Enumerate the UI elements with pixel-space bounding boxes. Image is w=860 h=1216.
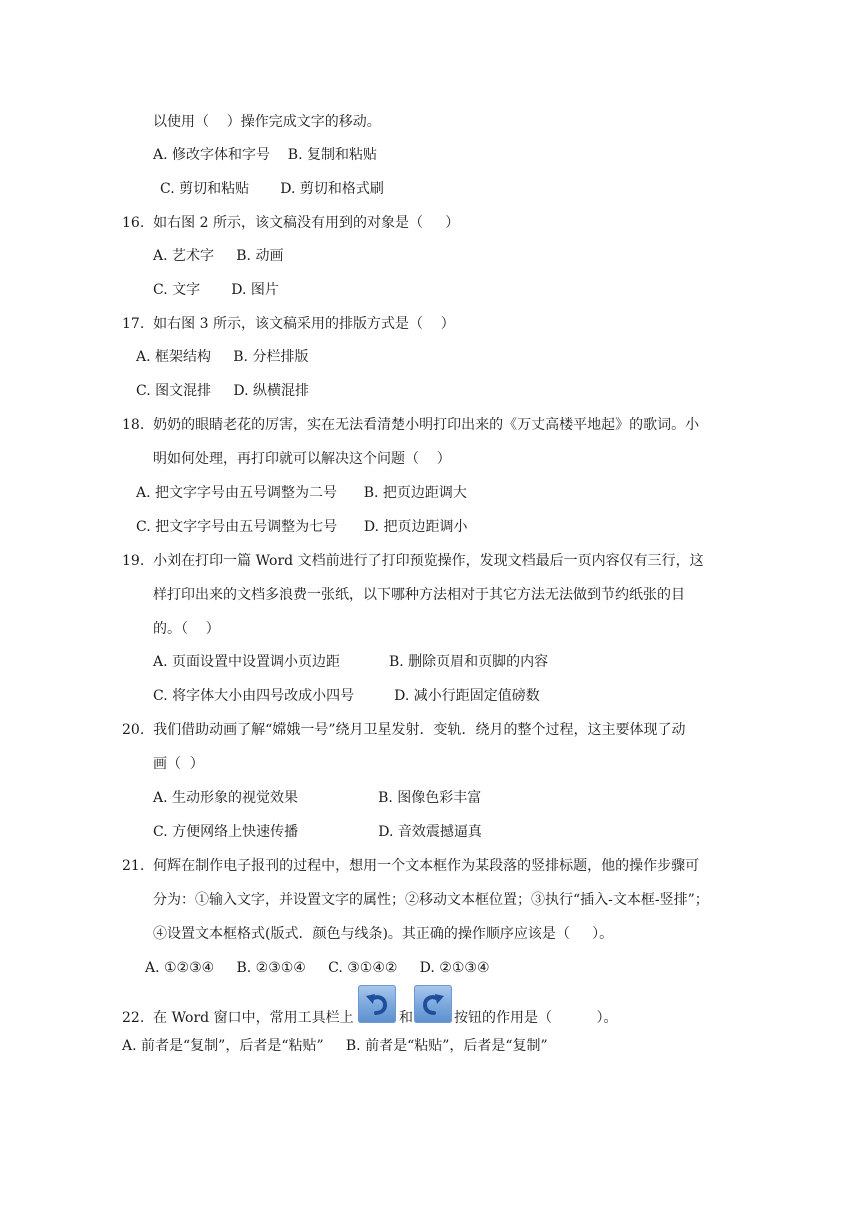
question-18: 18. 奶奶的眼睛老花的厉害，实在无法看清楚小明打印出来的《万丈高楼平地起》的歌词。小 — [122, 417, 700, 433]
text-line: 分为：①输入文字，并设置文字的属性；②移动文本框位置；③执行“插入-文本框-竖排”； — [153, 892, 709, 908]
option-line: A. 页面设置中设置调小页边距 B. 删除页眉和页脚的内容 — [153, 654, 549, 670]
question-21: 21. 何辉在制作电子报刊的过程中，想用一个文本框作为某段落的竖排标题，他的操作步骤可 — [122, 858, 700, 874]
option-line: A. 把文字字号由五号调整为二号 B. 把页边距调大 — [136, 485, 467, 501]
option-line: A. 框架结构 B. 分栏排版 — [136, 349, 309, 365]
question-19: 19. 小刘在打印一篇 Word 文档前进行了打印预览操作，发现文档最后一页内容仅有三行，这 — [122, 553, 704, 569]
option-line: A. ①②③④ B. ②③①④ C. ③①④② D. ②①③④ — [145, 960, 490, 976]
text-line: 画（ ） — [153, 756, 204, 772]
option-line: C. 把文字字号由五号调整为七号 D. 把页边距调小 — [136, 519, 468, 535]
option-line: A. 前者是“复制”，后者是“粘贴” B. 前者是“粘贴”，后者是“复制” — [122, 1038, 548, 1054]
question-17: 17. 如右图 3 所示，该文稿采用的排版方式是（ ） — [122, 316, 455, 332]
text-line: 的。（ ） — [153, 621, 220, 637]
option-line: C. 图文混排 D. 纵横混排 — [136, 383, 309, 399]
question-20: 20. 我们借助动画了解“嫦娥一号”绕月卫星发射．变轨．绕月的整个过程，这主要体现了动 — [122, 722, 686, 738]
option-line: A. 修改字体和字号 B. 复制和粘贴 — [153, 147, 377, 163]
question-22-prefix: 22. 在 Word 窗口中，常用工具栏上 — [122, 1010, 354, 1026]
text-line: 样打印出来的文档多浪费一张纸，以下哪种方法相对于其它方法无法做到节约纸张的目 — [153, 587, 685, 603]
option-line: A. 生动形象的视觉效果 B. 图像色彩丰富 — [153, 790, 482, 806]
option-line: C. 剪切和粘贴 D. 剪切和格式刷 — [160, 181, 384, 197]
question-16: 16. 如右图 2 所示，该文稿没有用到的对象是（ ） — [122, 215, 460, 231]
option-line: A. 艺术字 B. 动画 — [153, 248, 284, 264]
redo-icon — [414, 985, 452, 1023]
text-line: 以使用（ ）操作完成文字的移动。 — [153, 114, 381, 130]
question-22-suffix: 按钮的作用是（ ）。 — [454, 1010, 618, 1026]
undo-icon — [358, 985, 396, 1023]
option-line: C. 方便网络上快速传播 D. 音效震撼逼真 — [153, 824, 482, 840]
question-22-middle: 和 — [399, 1010, 413, 1026]
text-line: ④设置文本框格式(版式．颜色与线条)。其正确的操作顺序应该是（ ）。 — [153, 926, 614, 942]
option-line: C. 文字 D. 图片 — [153, 282, 279, 298]
text-line: 明如何处理，再打印就可以解决这个问题（ ） — [153, 451, 451, 467]
option-line: C. 将字体大小由四号改成小四号 D. 减小行距固定值磅数 — [153, 688, 540, 704]
